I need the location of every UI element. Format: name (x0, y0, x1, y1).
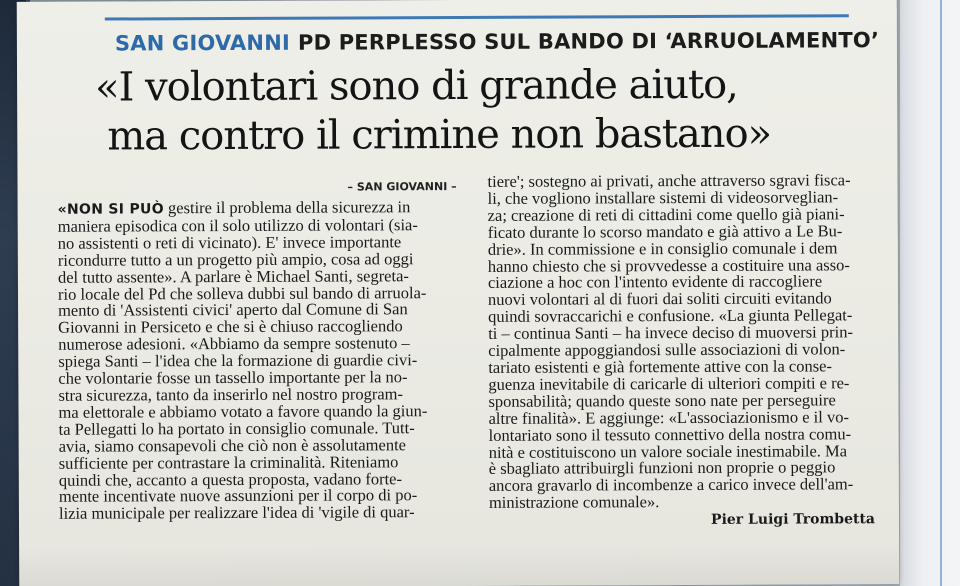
text-line-content: maniera episodica con il solo utilizzo di volontari (sia- (57, 215, 418, 236)
text-line-content: mente incentivate nuove assunzioni per il corpo di po- (58, 485, 418, 507)
text-line-content: tariato esistenti e già fortemente attive con la conse- (488, 356, 832, 377)
text-line-content: ma elettorale e abbiamo votato a favore quando la giun- (58, 401, 428, 422)
newspaper-clipping (17, 0, 900, 586)
text-line-content: mento di 'Assistenti civici' aperto dal Comune di San (58, 299, 408, 321)
text-line-content: drie». In commissione e in consiglio comunale i dem (487, 237, 838, 259)
top-rule (105, 14, 849, 20)
text-line-content: nità e costituiscono un valore sociale inestimabile. Ma (488, 440, 848, 462)
text-line-content: ministrazione comunale». (488, 492, 660, 513)
article-column-left (58, 199, 469, 523)
text-line-content: sponsabilità; quando queste sono nate per perseguire (488, 390, 836, 411)
text-line-content: che volontarie fosse un tassello importante per la no- (58, 367, 408, 388)
dateline: – SAN GIOVANNI – (347, 180, 457, 194)
article-headline (95, 60, 895, 161)
text-line-content: è sbagliato attribuirgli funzioni non proprie o peggio (488, 457, 836, 479)
text-line-content: numerose adesioni. «Abbiamo da sempre sostenuto – (58, 333, 410, 354)
text-line-content: guenza inevitabile di caricarle di ulteriori compiti e re- (488, 373, 850, 394)
kicker-text: PD PERPLESSO SUL BANDO DI ‘ARRUOLAMENTO’ (297, 28, 880, 55)
paper-shade (19, 544, 899, 586)
article-kicker (114, 28, 880, 56)
text-line-content: sufficiente per contrastare la criminalità. Riteniamo (58, 451, 399, 473)
adjacent-page (900, 0, 960, 586)
text-line-content: za; creazione di reti di cittadini come quello già piani- (487, 204, 845, 225)
text-line-content: ti – continua Santi – ha invece deciso di muoversi prin- (488, 322, 853, 344)
text-line-content: gestire il problema della sicurezza in (163, 197, 411, 218)
text-line-content: ricondurre tutto a un progetto più ampio, cosa ad oggi (57, 248, 414, 270)
headline-line-2: ma contro il crimine non bastano» (107, 110, 772, 160)
text-line-content: li, che vogliono installare sistemi di videosorveglian- (487, 187, 839, 208)
text-line-content: ancora gravarlo di incombenze a carico invece dell'am- (488, 474, 854, 496)
text-line-content: hanno chiesto che si provvedesse a costituire una asso- (487, 254, 850, 276)
text-line-content: no assistenti o reti di vicinato). E' invece importante (57, 232, 402, 253)
text-line (489, 493, 889, 512)
text-line-content: cipalmente appoggiandosi sulle associazioni di volon- (488, 339, 846, 360)
text-line-content: stra sicurezza, tanto da inserirlo nel nostro program- (58, 384, 404, 405)
text-line-content: nuovi volontari al di fuori dai soliti circuiti evitando (487, 288, 832, 310)
text-line-content: quindi sovraccarichi e confusione. «La giunta Pellegat- (488, 305, 853, 327)
text-line-content: ciazione a hoc con l'intento evidente di raccogliere (487, 271, 823, 293)
article-column-right (487, 172, 888, 512)
text-line-content: lizia municipale per realizzare l'idea di 'vigile di quar- (58, 502, 415, 524)
text-line-content: altre finalità». E aggiunge: «L'associazionismo e il vo- (488, 406, 849, 428)
author-signature: Pier Luigi Trombetta (711, 511, 876, 528)
text-line-content: tiere'; sostegno ai privati, anche attraverso sgravi fisca- (487, 170, 851, 191)
text-line-content: quindi che, accanto a questa proposta, vadano forte- (58, 468, 403, 490)
headline-line-1: «I volontari sono di grande aiuto, (94, 61, 738, 111)
text-line-content: avia, siamo consapevoli che ciò non è assolutamente (58, 434, 407, 456)
text-line-content: spiega Santi – l'idea che la formazione di guardie civi- (58, 350, 418, 371)
text-line-content: lontariato sono il tessuto connettivo della nostra comu- (488, 423, 852, 445)
text-line-content: ficato durante lo scorso mandato e già attivo a Le Bu- (487, 221, 843, 242)
text-line-content: ta Pellegatti lo ha portato in consiglio comunale. Tutt- (58, 417, 415, 439)
text-line-content: rio locale del Pd che solleva dubbi sul bando di arruola- (57, 282, 427, 304)
text-line-content: del tutto assente». A parlare è Michael Santi, segreta- (57, 265, 409, 287)
text-line-content: Giovanni in Persiceto e che si è chiuso raccogliendo (58, 316, 403, 338)
lead-words: «NON SI PUÒ (57, 201, 164, 218)
text-line (59, 504, 469, 523)
kicker-place: SAN GIOVANNI (114, 30, 291, 56)
